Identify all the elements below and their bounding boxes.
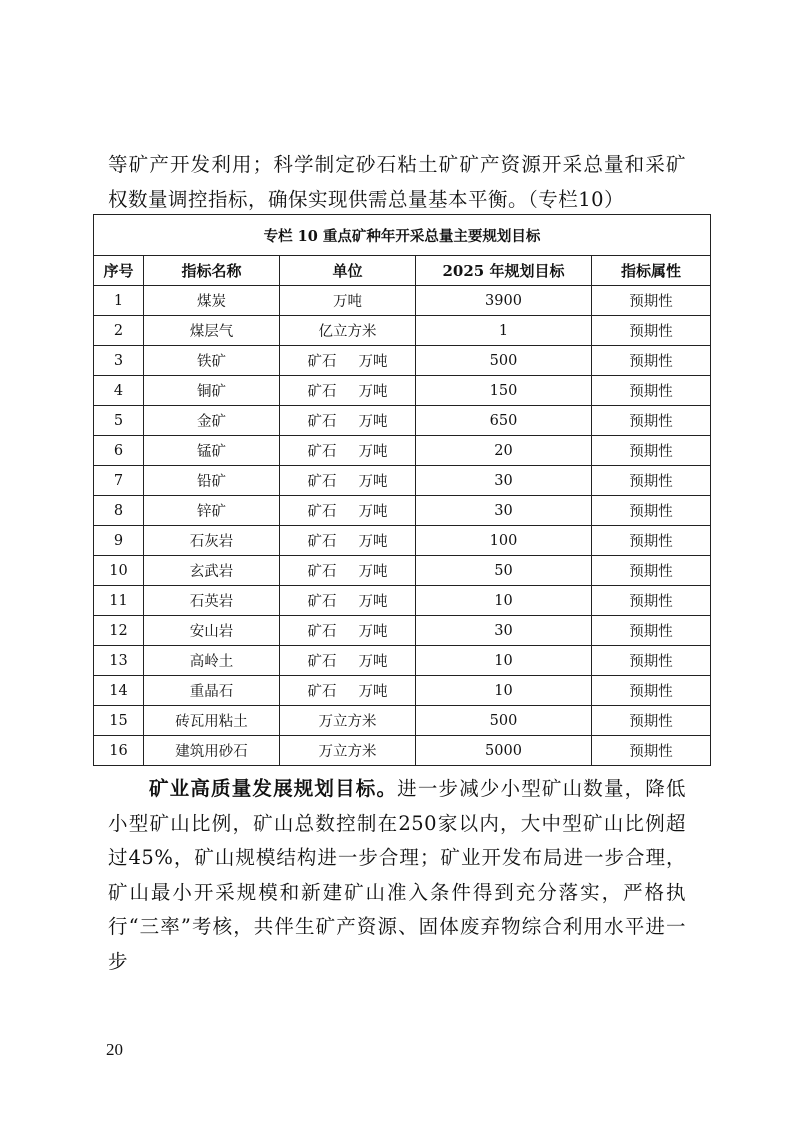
cell-unit: [280, 586, 416, 616]
cell-attribute: 预期性: [592, 706, 711, 736]
unit-primary: 矿石: [307, 654, 337, 670]
cell-target: 1: [416, 316, 592, 346]
cell-no: 2: [94, 316, 144, 346]
cell-no: 14: [94, 676, 144, 706]
planning-table-box: [93, 214, 710, 766]
cell-target: 30: [416, 466, 592, 496]
cell-name: 铁矿: [144, 346, 280, 376]
cell-attribute: 预期性: [592, 376, 711, 406]
header-name: 指标名称: [144, 256, 280, 286]
cell-no: 7: [94, 466, 144, 496]
cell-attribute: 预期性: [592, 406, 711, 436]
unit-secondary: 万吨: [358, 594, 388, 610]
cell-name: 建筑用砂石: [144, 736, 280, 766]
unit-primary: 万立方米: [318, 744, 377, 760]
table-row: [94, 676, 711, 706]
cell-attribute: 预期性: [592, 466, 711, 496]
intro-paragraph: [108, 148, 686, 217]
cell-target: 150: [416, 376, 592, 406]
table-row: [94, 346, 711, 376]
cell-unit: [280, 466, 416, 496]
unit-secondary: 万吨: [358, 414, 388, 430]
cell-no: 13: [94, 646, 144, 676]
cell-name: 煤炭: [144, 286, 280, 316]
cell-attribute: 预期性: [592, 736, 711, 766]
unit-primary: 矿石: [307, 384, 337, 400]
header-attribute: 指标属性: [592, 256, 711, 286]
cell-attribute: 预期性: [592, 526, 711, 556]
cell-target: 10: [416, 646, 592, 676]
unit-secondary: 万吨: [358, 384, 388, 400]
table-row: [94, 496, 711, 526]
cell-no: 5: [94, 406, 144, 436]
table-caption-row: [94, 215, 711, 256]
cell-no: 11: [94, 586, 144, 616]
cell-name: 锌矿: [144, 496, 280, 526]
cell-unit: [280, 286, 416, 316]
unit-secondary: 万吨: [358, 654, 388, 670]
header-unit: 单位: [280, 256, 416, 286]
header-no: 序号: [94, 256, 144, 286]
goals-lead: 矿业高质量发展规划目标。: [149, 777, 398, 800]
cell-target: 20: [416, 436, 592, 466]
cell-unit: [280, 676, 416, 706]
table-row: [94, 286, 711, 316]
cell-no: 15: [94, 706, 144, 736]
unit-primary: 矿石: [307, 504, 337, 520]
goals-body: 进一步减少小型矿山数量，降低小型矿山比例，矿山总数控制在250家以内，大中型矿山比例超过45%，矿山规模结构进一步合理；矿业开发布局进一步合理，矿山最小开采规模和新建矿山准入条件得到充分落实，严格执行“三率”考核，共伴生矿产资源、固体废弃物综合利用水平进一步: [108, 777, 686, 973]
unit-secondary: 万吨: [358, 624, 388, 640]
cell-name: 石英岩: [144, 586, 280, 616]
unit-secondary: 万吨: [358, 684, 388, 700]
cell-name: 锰矿: [144, 436, 280, 466]
cell-no: 9: [94, 526, 144, 556]
table-row: [94, 316, 711, 346]
unit-secondary: 万吨: [358, 444, 388, 460]
cell-target: 5000: [416, 736, 592, 766]
cell-no: 1: [94, 286, 144, 316]
cell-unit: [280, 376, 416, 406]
table-row: [94, 466, 711, 496]
cell-target: 650: [416, 406, 592, 436]
header-target: 2025 年规划目标: [416, 256, 592, 286]
cell-unit: [280, 496, 416, 526]
unit-primary: 矿石: [307, 354, 337, 370]
table-header-row: [94, 256, 711, 286]
cell-no: 10: [94, 556, 144, 586]
cell-unit: [280, 406, 416, 436]
table-row: [94, 646, 711, 676]
table-row: [94, 526, 711, 556]
unit-primary: 矿石: [307, 474, 337, 490]
page-number: 20: [106, 1040, 123, 1059]
cell-unit: [280, 436, 416, 466]
table-row: [94, 706, 711, 736]
cell-name: 石灰岩: [144, 526, 280, 556]
unit-secondary: 万吨: [358, 474, 388, 490]
cell-unit: [280, 526, 416, 556]
cell-target: 30: [416, 616, 592, 646]
planning-targets-table: [93, 214, 711, 766]
cell-unit: [280, 646, 416, 676]
cell-name: 金矿: [144, 406, 280, 436]
cell-attribute: 预期性: [592, 346, 711, 376]
unit-primary: 矿石: [307, 594, 337, 610]
cell-target: 500: [416, 706, 592, 736]
cell-no: 3: [94, 346, 144, 376]
cell-no: 4: [94, 376, 144, 406]
unit-secondary: 万吨: [358, 564, 388, 580]
cell-unit: [280, 316, 416, 346]
cell-no: 16: [94, 736, 144, 766]
cell-attribute: 预期性: [592, 496, 711, 526]
cell-target: 500: [416, 346, 592, 376]
unit-primary: 矿石: [307, 624, 337, 640]
cell-attribute: 预期性: [592, 436, 711, 466]
unit-primary: 矿石: [307, 444, 337, 460]
goals-paragraph-text: [108, 772, 686, 979]
table-row: [94, 556, 711, 586]
cell-attribute: 预期性: [592, 616, 711, 646]
unit-primary: 矿石: [307, 534, 337, 550]
cell-unit: [280, 346, 416, 376]
unit-primary: 万立方米: [318, 714, 377, 730]
cell-target: 3900: [416, 286, 592, 316]
unit-secondary: 万吨: [358, 354, 388, 370]
table-row: [94, 376, 711, 406]
cell-attribute: 预期性: [592, 316, 711, 346]
cell-unit: [280, 556, 416, 586]
cell-name: 安山岩: [144, 616, 280, 646]
cell-target: 30: [416, 496, 592, 526]
unit-primary: 矿石: [307, 564, 337, 580]
table-row: [94, 436, 711, 466]
cell-unit: [280, 736, 416, 766]
unit-secondary: 万吨: [358, 534, 388, 550]
unit-secondary: 万吨: [358, 504, 388, 520]
table-row: [94, 406, 711, 436]
cell-no: 12: [94, 616, 144, 646]
cell-target: 100: [416, 526, 592, 556]
unit-primary: 矿石: [307, 414, 337, 430]
cell-attribute: 预期性: [592, 556, 711, 586]
cell-name: 高岭土: [144, 646, 280, 676]
cell-no: 6: [94, 436, 144, 466]
intro-paragraph-text: 等矿产开发利用；科学制定砂石粘土矿矿产资源开采总量和采矿权数量调控指标，确保实现供需总量基本平衡。（专栏10）: [108, 153, 686, 211]
cell-target: 50: [416, 556, 592, 586]
unit-primary: 亿立方米: [318, 324, 377, 340]
cell-attribute: 预期性: [592, 586, 711, 616]
cell-attribute: 预期性: [592, 286, 711, 316]
goals-paragraph: [108, 772, 686, 979]
cell-name: 煤层气: [144, 316, 280, 346]
table-caption: 专栏 10 重点矿种年开采总量主要规划目标: [94, 215, 711, 256]
cell-name: 铜矿: [144, 376, 280, 406]
table-row: [94, 586, 711, 616]
unit-primary: 矿石: [307, 684, 337, 700]
cell-name: 玄武岩: [144, 556, 280, 586]
cell-name: 重晶石: [144, 676, 280, 706]
table-row: [94, 616, 711, 646]
cell-no: 8: [94, 496, 144, 526]
cell-name: 铅矿: [144, 466, 280, 496]
cell-unit: [280, 706, 416, 736]
cell-name: 砖瓦用粘土: [144, 706, 280, 736]
cell-target: 10: [416, 586, 592, 616]
unit-primary: 万吨: [333, 294, 362, 310]
cell-attribute: 预期性: [592, 676, 711, 706]
cell-unit: [280, 616, 416, 646]
cell-target: 10: [416, 676, 592, 706]
table-row: [94, 736, 711, 766]
cell-attribute: 预期性: [592, 646, 711, 676]
